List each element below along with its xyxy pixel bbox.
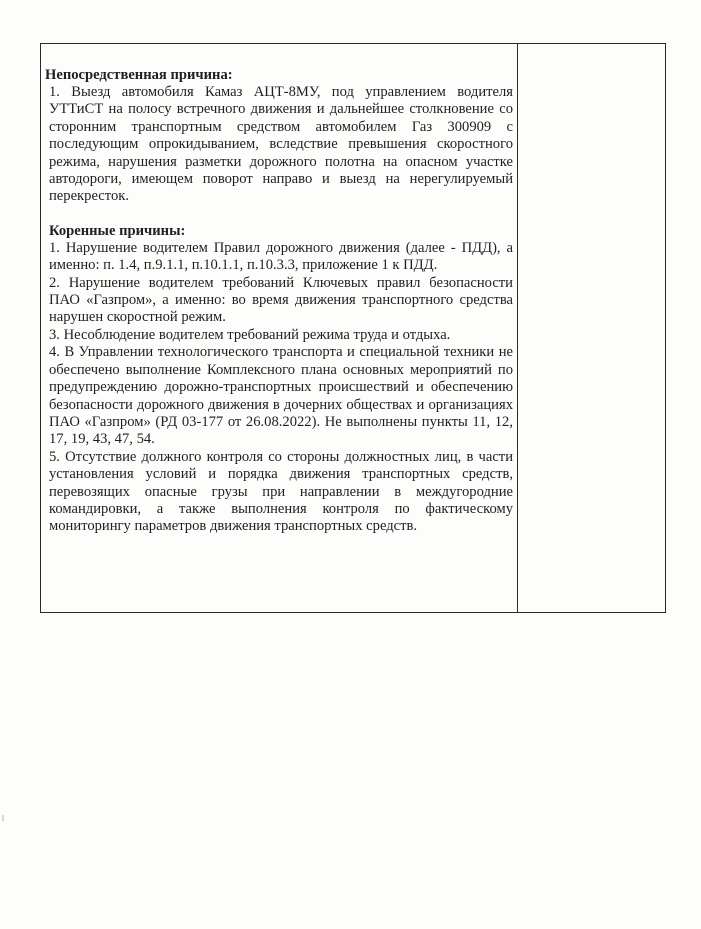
root-causes-heading: Коренные причины: [49, 222, 186, 239]
immediate-cause-heading: Непосредственная причина: [45, 67, 233, 83]
immediate-cause-text: 1. Выезд автомобиля Камаз АЦТ-8МУ, под управлением водителя УТТиСТ на полосу встречного движения и дальнейшее столкновение со сторонним транспортным средством автомобилем Газ 300909 с последующим опрокидыванием, вследствие превышения скоростного режима, нарушения разметки дорожного полотна на опасном участке автодороги, имеющем поворот направо и выезд на нерегулируемый перекресток. [49, 84, 513, 205]
scan-artifact [2, 815, 4, 821]
causes-table [40, 43, 666, 613]
root-cause-item-3: 3. Несоблюдение водителем требований режима труда и отдыха. [49, 326, 451, 343]
root-cause-item-4: 4. В Управлении технологического транспорта и специальной техники не обеспечено выполнение Комплексного плана основных мероприятий по предупреждению дорожно-транспортных происшествий и обеспечению безопасности дорожного движения в дочерних обществах и организациях ПАО «Газпром» (РД 03-177 от 26.08.2022). Не выполнены пункты 11, 12, 17, 19, 43, 47, 54. [49, 344, 513, 448]
root-cause-item-5: 5. Отсутствие должного контроля со стороны должностных лиц, в части установления условий и порядка движения транспортных средств, перевозящих опасные грузы при направлении в междугородние командировки, а также выполнения контроля по фактическому мониторингу параметров движения транспортных средств. [49, 448, 513, 535]
column-divider [517, 44, 518, 612]
section-spacer [45, 206, 513, 223]
root-cause-item-1: 1. Нарушение водителем Правил дорожного движения (далее - ПДД), а именно: п. 1.4, п.9.1.1, п.10.1.1, п.10.3.3, приложение 1 к ПДД. [49, 239, 513, 274]
root-cause-item-2: 2. Нарушение водителем требований Ключевых правил безопасности ПАО «Газпром», а именно: во время движения транспортного средства нарушен скоростной режим. [49, 274, 513, 326]
causes-cell [45, 67, 513, 536]
empty-right-cell [519, 44, 665, 612]
